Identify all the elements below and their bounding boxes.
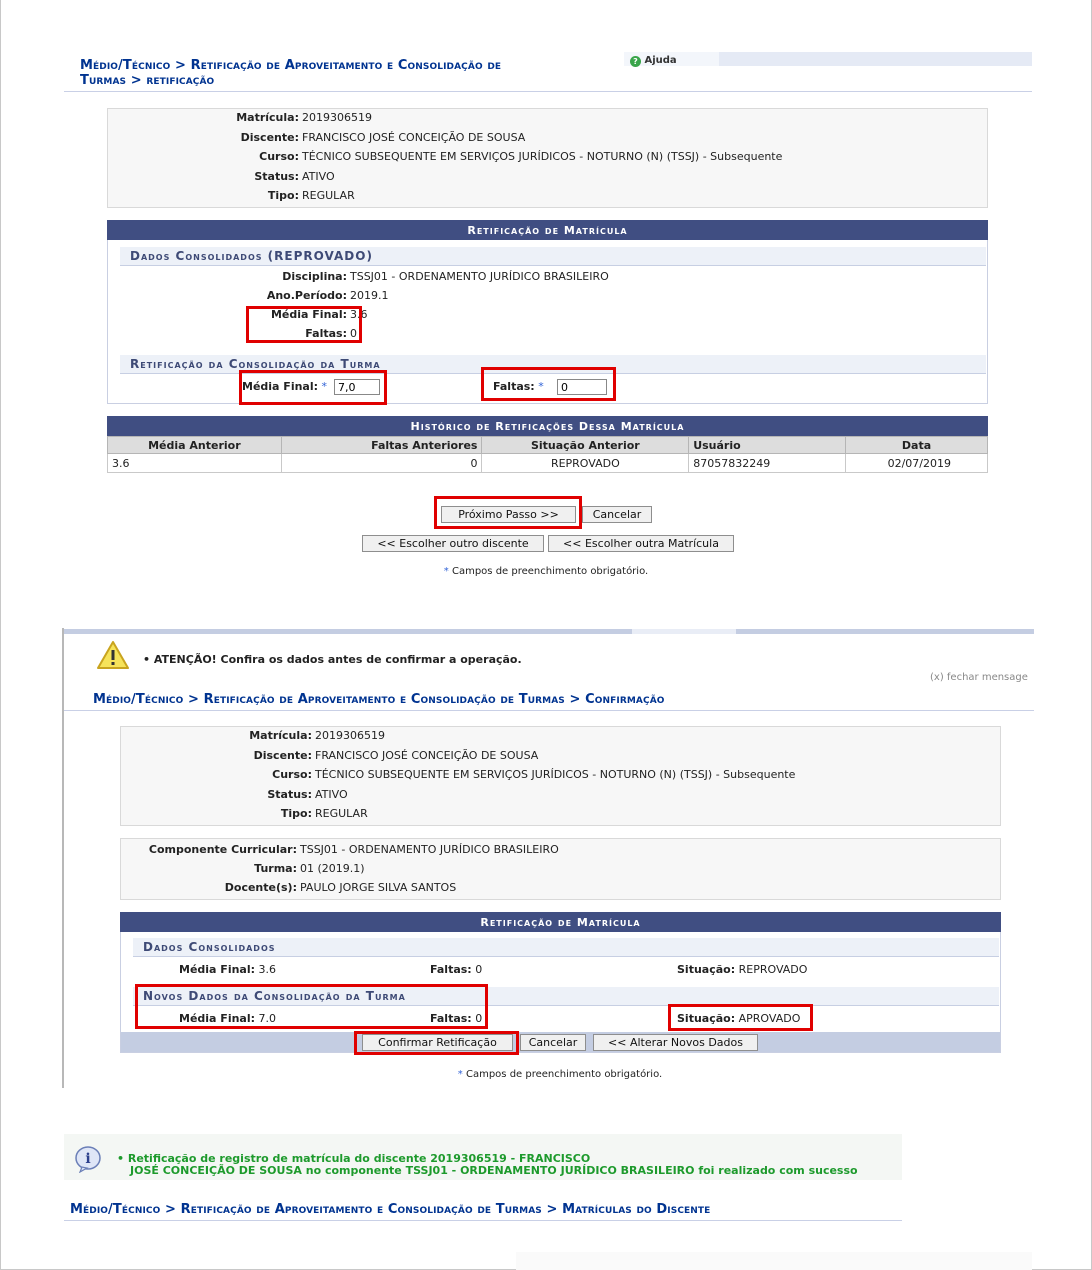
info-row [108,109,978,127]
history-table [107,436,988,473]
old-media-value: 3.6 [258,963,277,976]
required-note-text: Campos de preenchimento obrigatório. [465,1069,663,1080]
info-value: PAULO JORGE SILVA SANTOS [300,881,457,894]
info-value: FRANCISCO JOSÉ CONCEIÇÃO DE SOUSA [315,748,539,762]
media-final-row [242,378,327,396]
student-info-box [120,726,1001,826]
media-final-input[interactable] [334,379,380,395]
required-note [0,563,1092,581]
breadcrumb-line1: Médio/Técnico > Retificação de Aproveitamento e Consolidação de [80,58,502,73]
required-note [0,1066,1092,1084]
info-value: 0 [350,327,357,340]
component-info-box [120,838,1001,900]
info-label: Status: [267,787,312,801]
screen2-left-border [62,628,64,1088]
required-star: * [443,566,449,577]
breadcrumb: Médio/Técnico > Retificação de Aproveitamento e Consolidação de Turmas > Confirmação [93,692,665,707]
old-faltas-label: Faltas: [430,963,472,976]
history-cell: 0 [281,454,482,473]
info-label: Docente(s): [224,881,297,894]
info-label: Status: [254,169,299,183]
faltas-row [493,378,544,396]
history-column-header: Faltas Anteriores [281,437,482,454]
svg-text:i: i [85,1151,91,1167]
history-caption: Histórico de Retificações Dessa Matrícula [107,416,988,436]
info-label: Matrícula: [236,111,299,124]
info-row [108,187,978,205]
new-situacao-label: Situação: [677,1012,736,1025]
student-info-box [107,108,988,208]
info-value: 2019306519 [315,729,385,742]
consolidated-title: Dados Consolidados (REPROVADO) [120,247,986,266]
info-row [121,805,991,823]
info-row [121,727,991,745]
info-value: TSSJ01 - ORDENAMENTO JURÍDICO BRASILEIRO [350,270,609,283]
required-star: * [321,380,328,393]
info-label: Tipo: [280,807,312,820]
history-cell: 3.6 [108,454,282,473]
bottom-faint-panel [516,1252,1032,1270]
choose-other-student-button[interactable]: << Escolher outro discente [362,535,544,552]
confirmation-caption: Retificação de Matrícula [120,912,1001,932]
confirmation-form [120,912,1001,1053]
change-new-data-button[interactable]: << Alterar Novos Dados [593,1034,758,1051]
info-value: ATIVO [302,169,335,183]
screen3-breadcrumb-line [64,1220,902,1221]
success-line2: JOSÉ CONCEIÇÃO DE SOUSA no componente TSSJ01 - ORDENAMENTO JURÍDICO BRASILEIRO foi realizado com sucesso [130,1164,858,1177]
history-column-header: Data [846,437,988,454]
warning-message: • ATENÇÃO! Confira os dados antes de confirmar a operação. [143,653,522,666]
info-row [121,747,991,765]
required-star: * [538,380,544,393]
info-value: 2019.1 [350,289,389,302]
breadcrumb: Médio/Técnico > Retificação de Aproveitamento e Consolidação de Turmas > Matrículas do Discente [70,1202,711,1217]
help-label: Ajuda [644,55,677,66]
old-situacao-label: Situação: [677,963,736,976]
info-value: FRANCISCO JOSÉ CONCEIÇÃO DE SOUSA [302,130,526,144]
info-row [108,306,978,324]
required-star: * [457,1069,463,1080]
info-value: REGULAR [315,807,368,820]
required-note-text: Campos de preenchimento obrigatório. [451,566,649,577]
info-row [121,860,991,878]
old-situacao-row [677,961,807,979]
success-line1: • Retificação de registro de matrícula do discente 2019306519 - FRANCISCO [117,1152,591,1165]
media-final-label: Média Final: [242,380,319,393]
info-row [108,287,978,305]
info-label: Componente Curricular: [148,843,297,856]
info-label: Ano.Período: [266,289,347,302]
new-media-row [179,1010,276,1028]
info-row [121,766,991,784]
screen2-top-bar-tab [632,629,736,634]
info-row [108,268,978,286]
close-message-link[interactable]: (x) fechar mensage [930,672,1028,683]
info-label: Discente: [253,748,312,762]
screen2-top-bar [64,629,1034,634]
info-row [121,786,991,804]
info-value: 3.6 [350,308,368,321]
retif-title: Retificação da Consolidação da Turma [120,355,986,374]
info-label: Turma: [254,862,297,875]
consolidated-title: Dados Consolidados [133,938,999,957]
faltas-label: Faltas: [493,380,535,393]
new-faltas-row [430,1010,482,1028]
cancel-button[interactable]: Cancelar [520,1034,586,1051]
help-icon: ? [630,56,641,67]
history-cell: 87057832249 [689,454,846,473]
info-row [108,148,978,166]
info-row [108,168,978,186]
info-row [121,879,991,897]
history-column-header: Média Anterior [108,437,282,454]
old-media-label: Média Final: [179,963,256,976]
old-faltas-row [430,961,482,979]
breadcrumb-line2: Turmas > retificação [80,73,215,88]
next-step-button[interactable]: Próximo Passo >> [441,506,576,523]
new-situacao-value: APROVADO [738,1012,801,1025]
help-link[interactable] [630,54,677,68]
info-value: ATIVO [315,787,348,801]
cancel-button[interactable]: Cancelar [582,506,652,523]
info-row [121,841,991,859]
warning-icon [96,640,130,670]
info-label: Faltas: [305,327,347,340]
new-situacao-row [677,1010,800,1028]
info-value: TÉCNICO SUBSEQUENTE EM SERVIÇOS JURÍDICOS - NOTURNO (N) (TSSJ) - Subsequente [302,150,783,163]
old-situacao-value: REPROVADO [738,963,808,976]
table-row [108,454,988,473]
faltas-input[interactable] [557,379,607,395]
old-media-row [179,961,276,979]
new-media-value: 7.0 [258,1012,277,1025]
history-cell: REPROVADO [482,454,689,473]
success-message [117,1153,858,1177]
retification-form [107,220,988,404]
choose-other-enrollment-button[interactable]: << Escolher outra Matrícula [548,535,734,552]
info-label: Discente: [240,130,299,144]
info-value: TÉCNICO SUBSEQUENTE EM SERVIÇOS JURÍDICOS - NOTURNO (N) (TSSJ) - Subsequente [315,768,796,781]
new-data-title: Novos Dados da Consolidação da Turma [133,987,999,1006]
history-cell: 02/07/2019 [846,454,988,473]
info-row [108,129,978,147]
old-faltas-value: 0 [475,963,483,976]
info-label: Média Final: [270,308,347,321]
info-icon [74,1145,104,1173]
screen2-breadcrumb-line [64,710,1034,711]
info-label: Curso: [272,768,312,781]
breadcrumb [80,58,620,88]
history-column-header: Usuário [689,437,846,454]
new-faltas-value: 0 [475,1012,483,1025]
retification-caption: Retificação de Matrícula [107,220,988,240]
info-label: Matrícula: [249,729,312,742]
info-value: TSSJ01 - ORDENAMENTO JURÍDICO BRASILEIRO [300,843,559,856]
history-column-header: Situação Anterior [482,437,689,454]
info-value: 01 (2019.1) [300,862,365,875]
info-label: Disciplina: [282,270,347,283]
confirm-retification-button[interactable]: Confirmar Retificação [362,1034,513,1051]
info-value: 2019306519 [302,111,372,124]
info-label: Tipo: [267,189,299,202]
info-label: Curso: [259,150,299,163]
info-row [108,325,978,343]
new-faltas-label: Faltas: [430,1012,472,1025]
info-value: REGULAR [302,189,355,202]
new-media-label: Média Final: [179,1012,256,1025]
